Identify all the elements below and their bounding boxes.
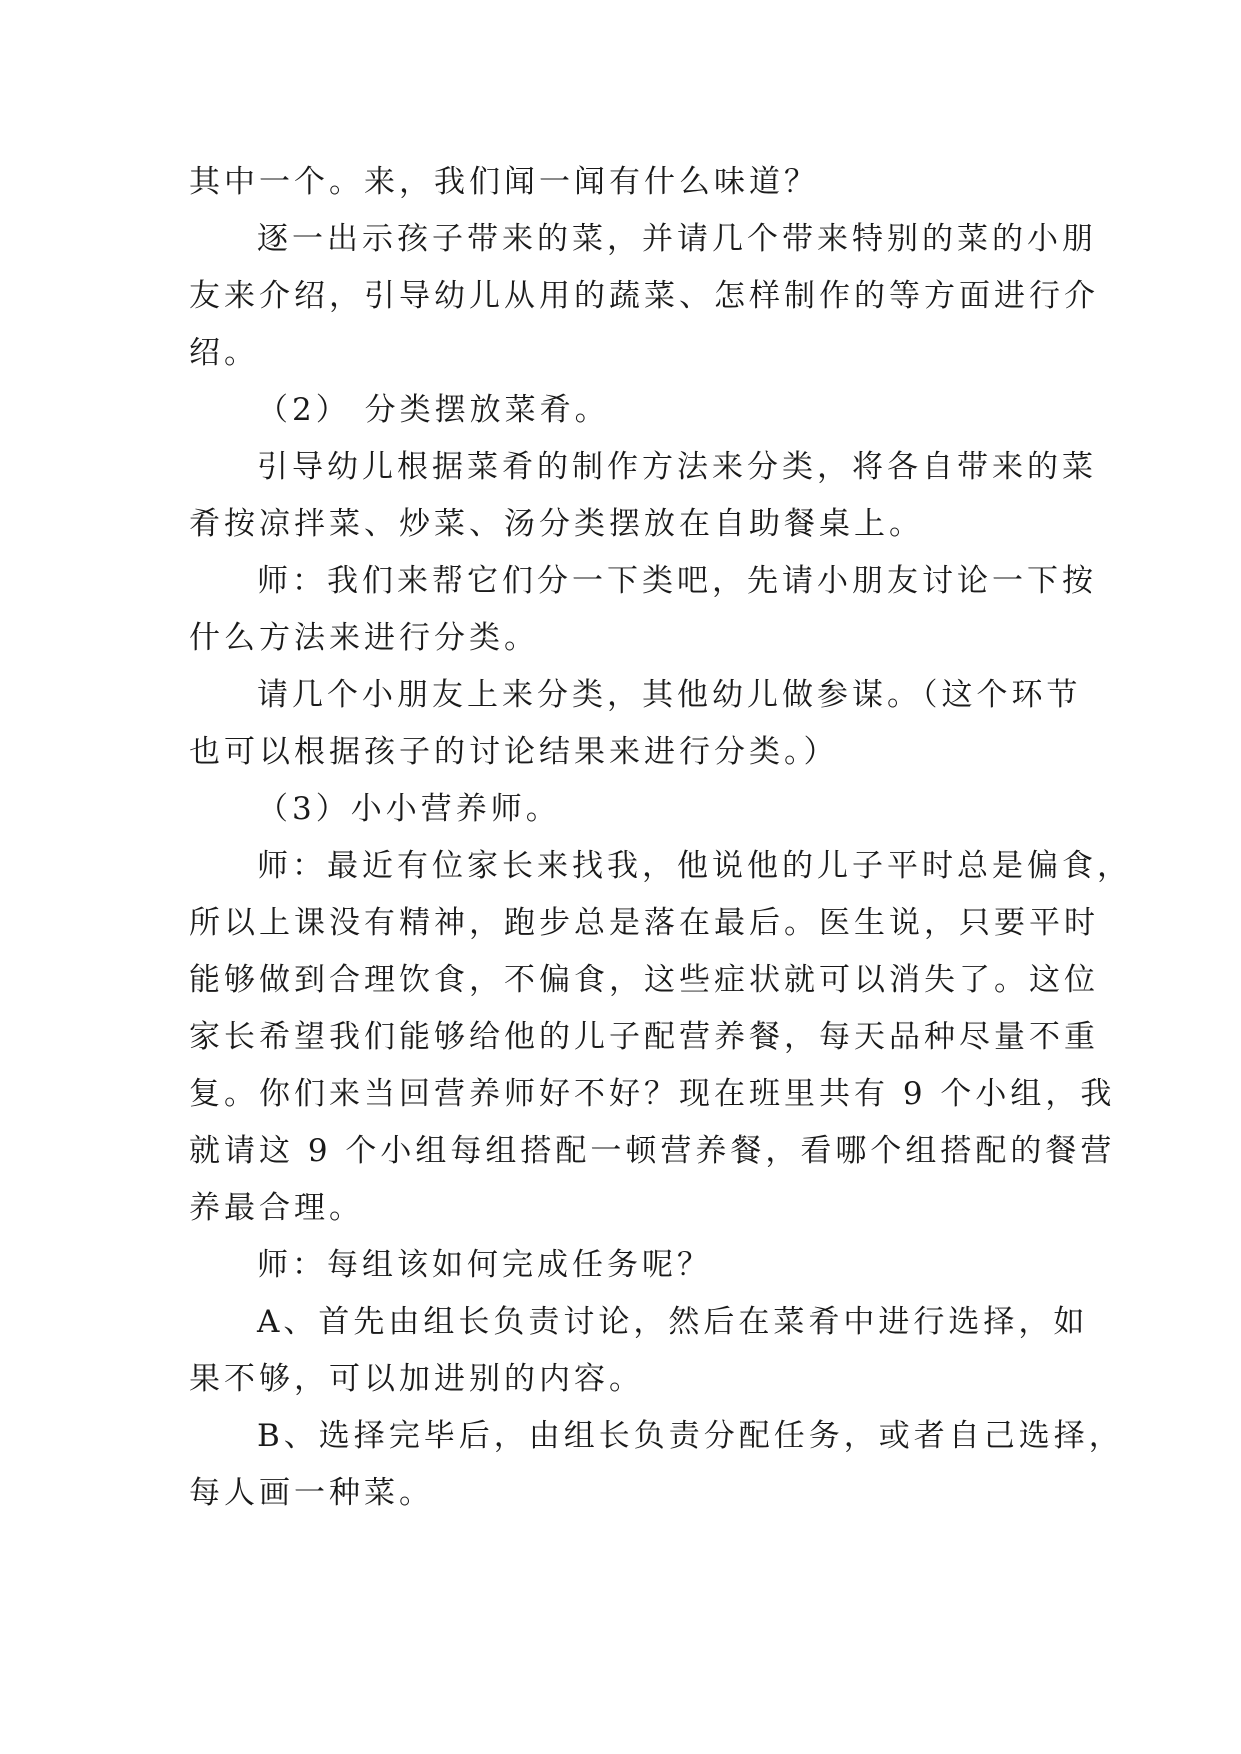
text-line: 友来介绍，引导幼儿从用的蔬菜、怎样制作的等方面进行介 (189, 278, 1099, 314)
text-line: 师：最近有位家长来找我，他说他的儿子平时总是偏食， (257, 848, 1132, 884)
text-line: 所以上课没有精神，跑步总是落在最后。医生说，只要平时 (189, 905, 1099, 941)
text-line: 绍。 (189, 335, 259, 371)
text-line: 也可以根据孩子的讨论结果来进行分类。） (189, 734, 839, 770)
text-line: 家长希望我们能够给他的儿子配营养餐，每天品种尽量不重 (189, 1019, 1099, 1055)
text-line: 引导幼儿根据菜肴的制作方法来分类，将各自带来的菜 (257, 449, 1097, 485)
text-line: 逐一出示孩子带来的菜，并请几个带来特别的菜的小朋 (257, 221, 1097, 257)
text-line: 养最合理。 (189, 1190, 364, 1226)
text-line: 师：每组该如何完成任务呢？ (257, 1247, 712, 1283)
text-line: 就请这 9 个小组每组搭配一顿营养餐，看哪个组搭配的餐营 (189, 1133, 1116, 1169)
text-line: 什么方法来进行分类。 (189, 620, 539, 656)
section-heading: （3）小小营养师。 (257, 791, 561, 827)
text-line: 请几个小朋友上来分类，其他幼儿做参谋。（这个环节 (257, 677, 1082, 713)
text-line: 其中一个。来，我们闻一闻有什么味道？ (189, 164, 819, 200)
text-line: 肴按凉拌菜、炒菜、汤分类摆放在自助餐桌上。 (189, 506, 924, 542)
text-line: 师：我们来帮它们分一下类吧，先请小朋友讨论一下按 (257, 563, 1097, 599)
text-line: B、选择完毕后，由组长负责分配任务，或者自己选择， (257, 1418, 1124, 1454)
text-line: 复。你们来当回营养师好不好？现在班里共有 9 个小组，我 (189, 1076, 1116, 1112)
text-line: 果不够，可以加进别的内容。 (189, 1361, 644, 1397)
section-heading: （2） 分类摆放菜肴。 (257, 392, 610, 428)
text-line: 能够做到合理饮食，不偏食，这些症状就可以消失了。这位 (189, 962, 1099, 998)
text-line: 每人画一种菜。 (189, 1475, 434, 1511)
text-line: A、首先由组长负责讨论，然后在菜肴中进行选择，如 (257, 1304, 1089, 1340)
